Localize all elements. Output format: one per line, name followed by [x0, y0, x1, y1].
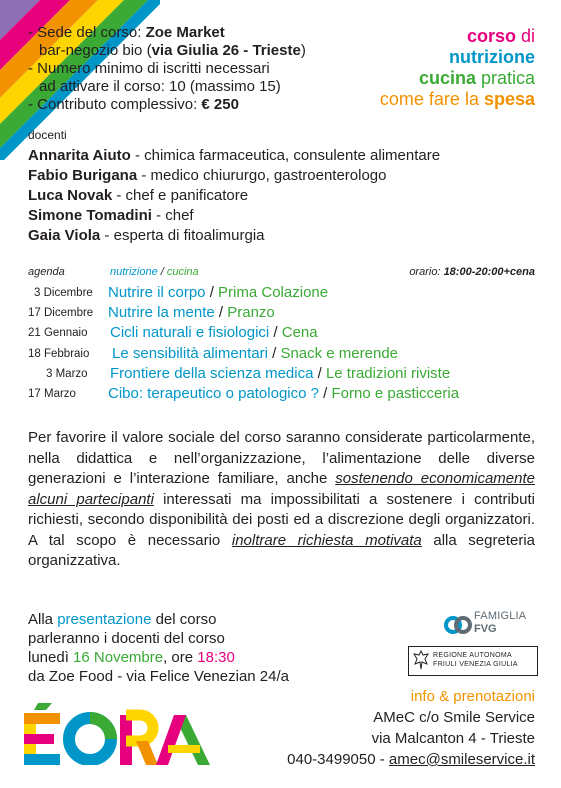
contributo-line — [28, 96, 358, 114]
sede-line — [28, 24, 358, 42]
teacher-role: - chimica farmaceutica, consulente alimentare — [130, 147, 441, 164]
agenda-topic — [108, 304, 275, 321]
teacher-role: - chef e panificatore — [112, 187, 249, 204]
contributo-value: € 250 — [201, 96, 239, 113]
agenda-nutrition-topic: Nutrire la mente — [108, 304, 215, 321]
agenda-topic — [110, 365, 450, 382]
agenda-separator: / — [214, 304, 228, 321]
teacher-item — [28, 226, 440, 246]
title-come-fare: come fare la — [379, 89, 484, 109]
agenda-nutrition-topic: Frontiere della scienza medica — [110, 365, 314, 382]
paragraph-emphasis2: inoltrare richiesta motivata — [231, 531, 422, 549]
contact-address: via Malcanton 4 - Trieste — [371, 730, 535, 747]
teacher-item — [28, 186, 440, 206]
course-title — [380, 26, 535, 110]
agenda-row — [0, 345, 561, 365]
presentation-word: presentazione — [57, 611, 152, 628]
regione-fvg-logo — [408, 646, 538, 676]
sede-type: bar-negozio bio ( — [39, 42, 152, 59]
contact-info — [287, 686, 535, 770]
presentation-day: lunedì — [28, 649, 74, 666]
teacher-item — [28, 146, 440, 166]
sede-close: ) — [300, 42, 306, 59]
fvg-text: FVG — [474, 623, 497, 635]
regione-text — [433, 651, 518, 669]
paragraph-part1: Per favorire il valore sociale del corso saranno considerate particolarmente, nella didattica e nell’organizzazione, l’alimentazione delle diverse generazioni e l’interazione familiare, anche — [28, 429, 535, 487]
teacher-role: - chef — [151, 207, 194, 224]
agenda-header — [28, 266, 535, 278]
agenda-topic — [112, 345, 398, 362]
contact-phone: 040-3499050 - — [287, 751, 389, 768]
presentation-del-corso: del corso — [151, 611, 217, 628]
agenda-topic-nutrizione: nutrizione — [110, 266, 158, 278]
paragraph-part2: interessati ma impossibilitati a sostenere i contributi richiesti, secondo disponibilità dei posti ed a discrezione degli organizzatori. A tal scopo è necessario — [28, 490, 535, 549]
agenda-nutrition-topic: Le sensibilità alimentari — [112, 345, 268, 362]
agenda-nutrition-topic: Cicli naturali e fisiologici — [110, 324, 270, 341]
paragraph-emphasis1: sostenendo economicamente alcuni partecipanti — [28, 470, 535, 508]
orario-label: orario: — [409, 266, 444, 278]
agenda-separator: / — [205, 284, 219, 301]
agenda-row — [0, 304, 561, 324]
course-info — [28, 24, 358, 114]
presentation-date: 16 Novembre — [73, 649, 164, 666]
agenda-cooking-topic: Cena — [281, 324, 318, 341]
presentation-info — [28, 610, 289, 686]
presentation-ore: , ore — [163, 649, 198, 666]
regione-line2: FRIULI VENEZIA GIULIA — [433, 661, 518, 668]
agenda-topic-cucina: cucina — [166, 266, 199, 278]
title-spesa: spesa — [483, 89, 535, 109]
teacher-list — [28, 146, 440, 246]
description-paragraph — [28, 428, 535, 572]
presentation-location: da Zoe Food - via Felice Venezian 24/a — [28, 668, 289, 685]
agenda-topic-sep: / — [157, 266, 167, 278]
agenda-topic — [110, 324, 318, 341]
famiglia-logo-icon — [444, 614, 472, 636]
presentation-time: 18:30 — [197, 649, 235, 666]
presentation-alla: Alla — [28, 611, 58, 628]
orario-value: 18:00-20:00+cena — [443, 266, 535, 278]
agenda-cooking-topic: Snack e merende — [280, 345, 399, 362]
contributo-label: - Contributo complessivo: — [28, 96, 202, 113]
agenda-cooking-topic: Le tradizioni riviste — [325, 365, 451, 382]
agenda-cooking-topic: Prima Colazione — [218, 284, 329, 301]
teacher-item — [28, 166, 440, 186]
sede-name: Zoe Market — [145, 24, 225, 41]
docenti-label: docenti — [28, 128, 67, 142]
famiglia-text: FAMIGLIA — [474, 610, 527, 622]
sede-prefix: - Sede del corso: — [28, 24, 146, 41]
agenda-separator: / — [269, 324, 282, 341]
title-nutrizione: nutrizione — [449, 47, 535, 67]
regione-line1: REGIONE AUTONOMA — [433, 652, 512, 659]
contact-email-link[interactable]: amec@smileservice.it — [388, 751, 535, 768]
title-cucina: cucina — [418, 68, 476, 88]
agenda-date: 21 Gennaio — [28, 327, 88, 339]
agenda-date: 17 Dicembre — [28, 307, 94, 319]
agenda-topic — [108, 284, 328, 301]
title-di: di — [515, 26, 535, 46]
teacher-item — [28, 206, 440, 226]
eora-logo — [24, 703, 214, 765]
title-corso: corso — [466, 26, 516, 46]
agenda-date: 18 Febbraio — [28, 348, 90, 360]
teacher-name: Annarita Aiuto — [28, 147, 131, 164]
paragraph-part3: alla segreteria organizzativa. — [28, 531, 536, 569]
agenda-date: 3 Marzo — [46, 368, 88, 380]
agenda-separator: / — [267, 345, 281, 362]
sede-address: via Giulia 26 - Trieste — [151, 42, 301, 59]
agenda-cooking-topic: Forno e pasticceria — [331, 385, 460, 402]
agenda-cooking-topic: Pranzo — [227, 304, 275, 321]
agenda-separator: / — [313, 365, 326, 382]
minimo-line1: - Numero minimo di iscritti necessari — [28, 60, 270, 77]
eagle-icon — [413, 650, 429, 670]
title-pratica: pratica — [475, 68, 535, 88]
agenda-date: 3 Dicembre — [34, 287, 93, 299]
contact-org: AMeC c/o Smile Service — [373, 709, 535, 726]
agenda-date: 17 Marzo — [28, 388, 76, 400]
teacher-role: - medico chiururgo, gastroenterologo — [137, 167, 387, 184]
minimo-line2: ad attivare il corso: 10 (massimo 15) — [39, 78, 281, 95]
agenda-row — [0, 385, 561, 405]
agenda-row — [0, 365, 561, 385]
teacher-role: - esperta di fitoalimurgia — [100, 227, 265, 244]
teacher-name: Fabio Burigana — [28, 167, 138, 184]
agenda-nutrition-topic: Nutrire il corpo — [108, 284, 206, 301]
agenda-time — [409, 266, 535, 278]
agenda-topics — [110, 266, 199, 278]
teacher-name: Gaia Viola — [28, 227, 101, 244]
agenda-separator: / — [318, 385, 332, 402]
famiglia-fvg-logo — [444, 608, 536, 642]
teacher-name: Luca Novak — [28, 187, 113, 204]
teacher-name: Simone Tomadini — [28, 207, 152, 224]
contact-label: info & prenotazioni — [410, 688, 535, 705]
agenda-topic — [108, 385, 459, 402]
presentation-speakers: parleranno i docenti del corso — [28, 630, 225, 647]
agenda-nutrition-topic: Cibo: terapeutico o patologico ? — [108, 385, 319, 402]
agenda-row — [0, 284, 561, 304]
agenda-row — [0, 324, 561, 344]
agenda-label: agenda — [28, 266, 65, 278]
sede-address-line — [28, 42, 358, 60]
